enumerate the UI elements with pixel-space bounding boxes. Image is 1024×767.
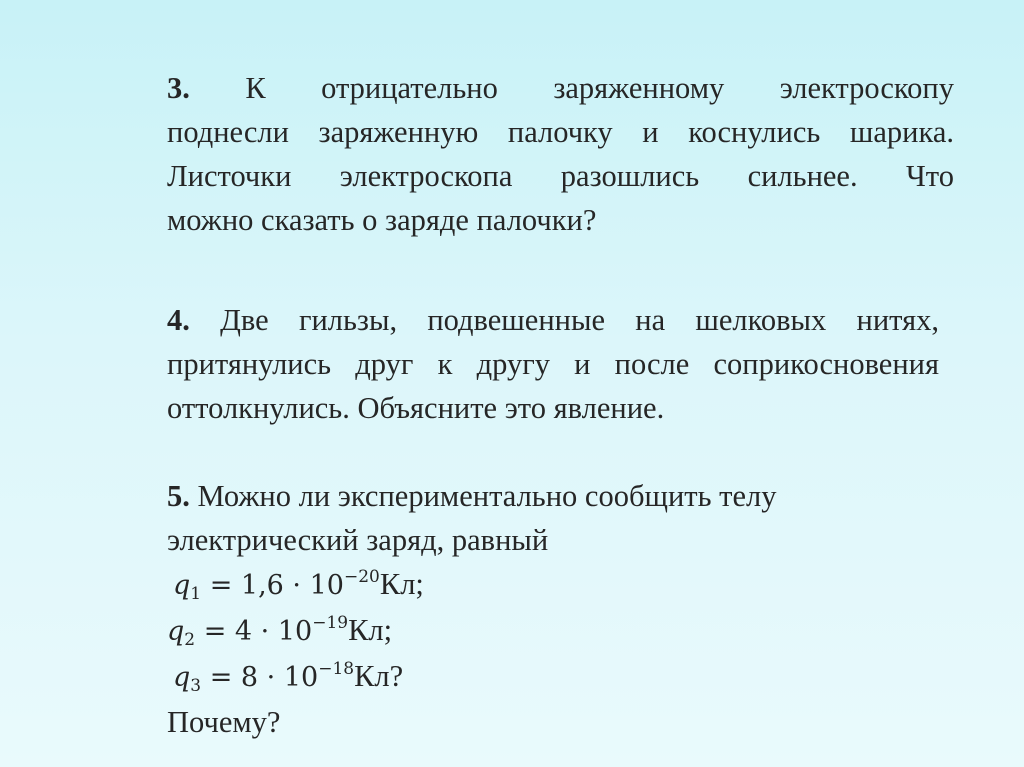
problem-3-line-1 xyxy=(167,66,954,110)
problem-5-question: Почему? xyxy=(167,705,281,739)
formula-q1-unit: Кл; xyxy=(379,567,424,601)
problem-4 xyxy=(167,298,939,430)
problem-4-line-2: притянулись друг к другу и после соприкосновения xyxy=(167,347,939,381)
formula-q3-sub: 3 xyxy=(190,676,202,696)
formula-q1-expr: = 1,6 · 10 xyxy=(201,570,344,601)
formula-q2-sub: 2 xyxy=(184,630,196,650)
problem-5-line-1 xyxy=(167,474,887,518)
formula-q1-sub: 1 xyxy=(190,584,202,604)
problem-3 xyxy=(167,66,954,242)
problem-3-line-3: Листочки электроскопа разошлись сильнее. Что xyxy=(167,159,954,193)
problem-3-number: 3. xyxy=(167,71,190,105)
formula-q1-exp: −20 xyxy=(343,567,380,587)
problem-3-text-1: К отрицательно заряженному электроскопу xyxy=(189,71,954,105)
problem-3-line-4: можно сказать о заряде палочки? xyxy=(167,203,597,237)
formula-q2-var: q xyxy=(167,616,185,647)
formula-q1 xyxy=(167,562,887,608)
formula-q3-unit: Кл? xyxy=(354,659,404,693)
problem-5-line-2: электрический заряд, равный xyxy=(167,523,549,557)
formula-q3-expr: = 8 · 10 xyxy=(201,662,319,693)
formula-q2-exp: −19 xyxy=(312,613,349,633)
problem-4-number: 4. xyxy=(167,303,190,337)
problem-4-line-3: оттолкнулись. Объясните это явление. xyxy=(167,391,665,425)
formula-q2-expr: = 4 · 10 xyxy=(195,616,313,647)
formula-q1-var: q xyxy=(173,570,191,601)
problem-5-number: 5. xyxy=(167,479,190,513)
formula-q3-exp: −18 xyxy=(318,659,355,679)
problem-3-line-2: поднесли заряженную палочку и коснулись шарика. xyxy=(167,115,954,149)
formula-q2-unit: Кл; xyxy=(348,613,393,647)
formula-q3 xyxy=(167,654,887,700)
problem-4-text-1: Две гильзы, подвешенные на шелковых нитях, xyxy=(189,303,939,337)
formula-q3-var: q xyxy=(173,662,191,693)
formula-q2 xyxy=(167,608,887,654)
problem-5-text-1: Можно ли экспериментально сообщить телу xyxy=(189,479,777,513)
problem-4-line-1 xyxy=(167,298,939,342)
problem-5 xyxy=(167,474,887,744)
